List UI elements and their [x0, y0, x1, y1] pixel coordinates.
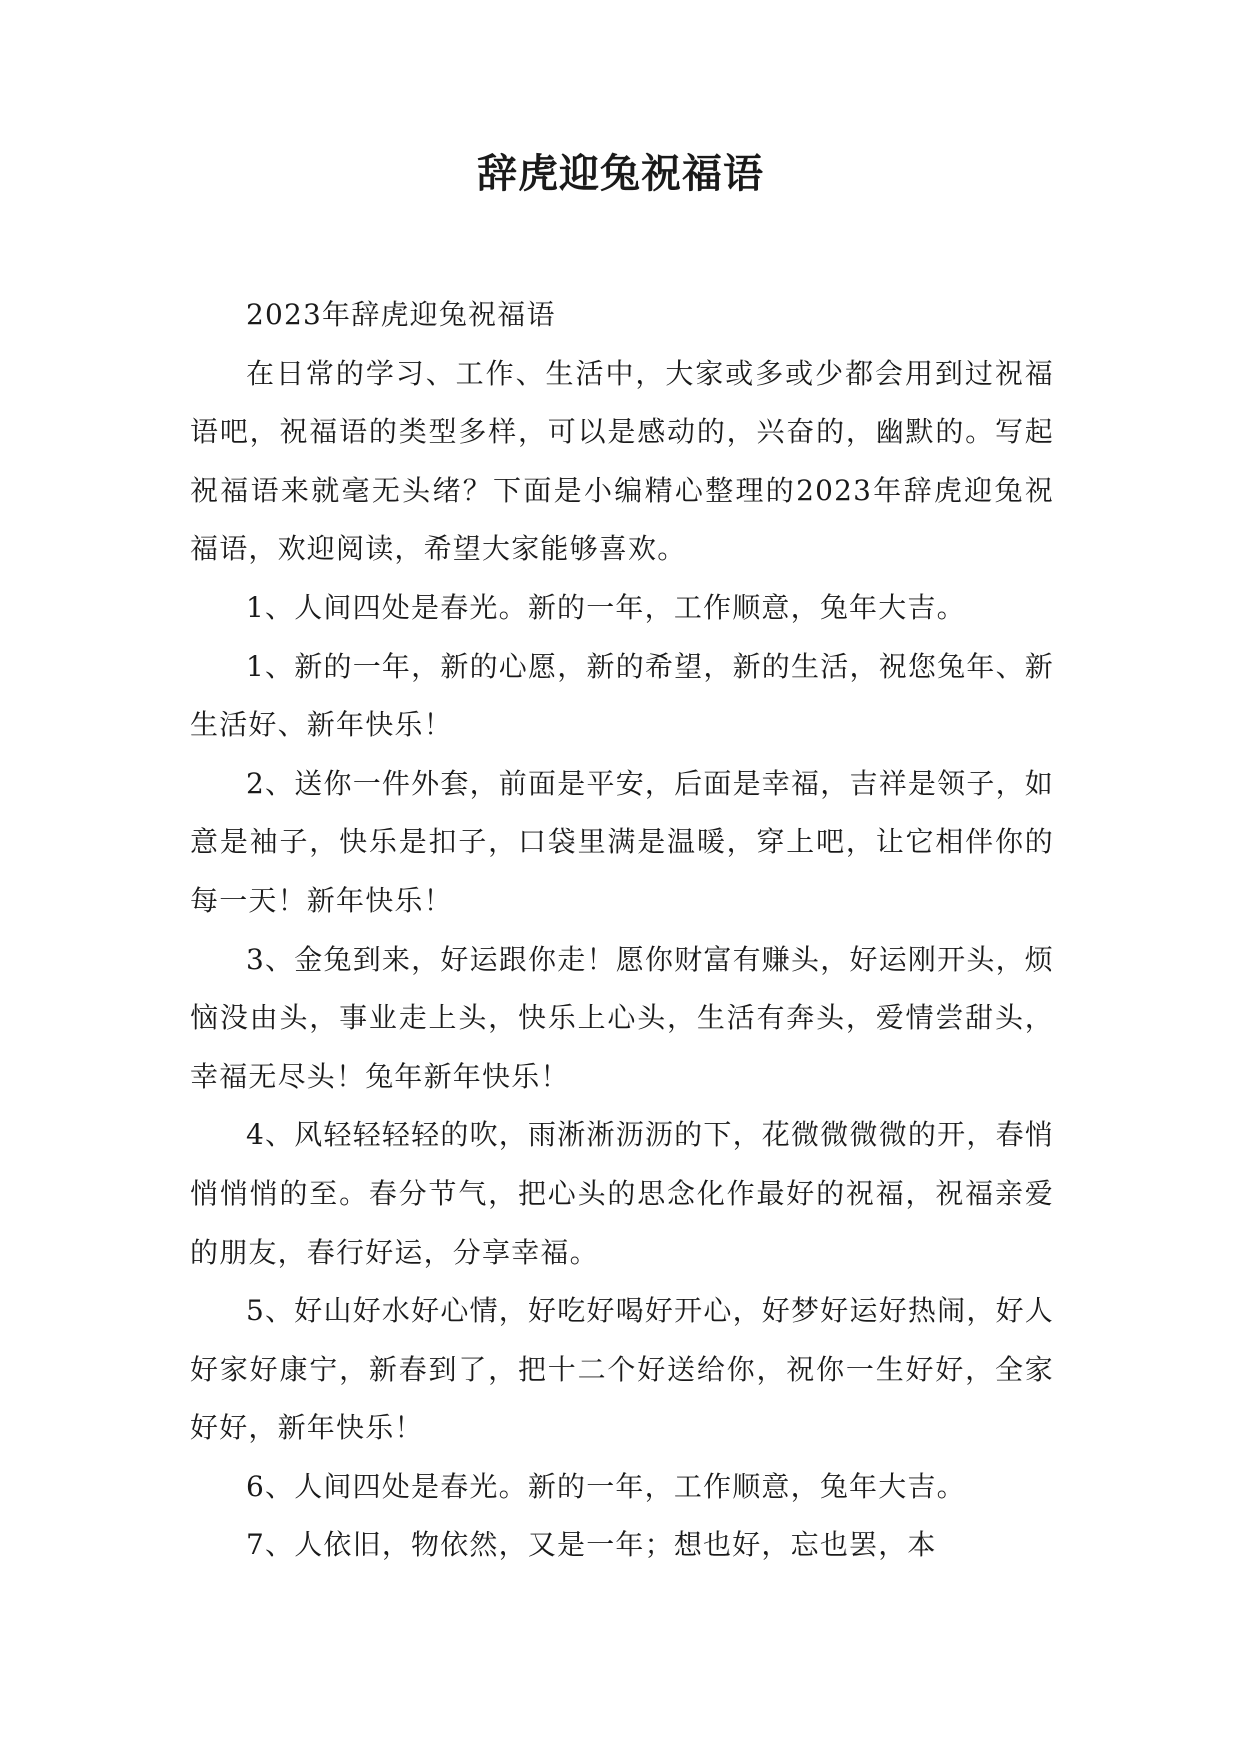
- document-title: 辞虎迎兔祝福语: [477, 151, 764, 197]
- paragraph-item: 2、送你一件外套，前面是平安，后面是幸福，吉祥是领子，如意是袖子，快乐是扣子，口袋里满是温暖，穿上吧，让它相伴你的每一天！新年快乐！: [190, 766, 1054, 917]
- paragraph-item: 3、金兔到来，好运跟你走！愿你财富有赚头，好运刚开头，烦恼没由头，事业走上头，快乐上心头，生活有奔头，爱情尝甜头，幸福无尽头！兔年新年快乐！: [190, 942, 1054, 1093]
- paragraph-item: 1、新的一年，新的心愿，新的希望，新的生活，祝您兔年、新生活好、新年快乐！: [190, 649, 1054, 742]
- paragraph-item: 6、人间四处是春光。新的一年，工作顺意，兔年大吉。: [246, 1469, 966, 1503]
- paragraph-item: 4、风轻轻轻轻的吹，雨淅淅沥沥的下，花微微微微的开，春悄悄悄悄的至。春分节气，把心头的思念化作最好的祝福，祝福亲爱的朋友，春行好运，分享幸福。: [190, 1118, 1054, 1269]
- paragraph-intro: 在日常的学习、工作、生活中，大家或多或少都会用到过祝福语吧，祝福语的类型多样，可以是感动的，兴奋的，幽默的。写起祝福语来就毫无头绪？下面是小编精心整理的2023年辞虎迎兔祝福语，欢迎阅读，希望大家能够喜欢。: [190, 356, 1054, 566]
- paragraph-subtitle: 2023年辞虎迎兔祝福语: [246, 298, 556, 331]
- paragraph-item: 5、好山好水好心情，好吃好喝好开心，好梦好运好热闹，好人好家好康宁，新春到了，把十二个好送给你，祝你一生好好，全家好好，新年快乐！: [190, 1294, 1054, 1445]
- paragraph-item: 1、人间四处是春光。新的一年，工作顺意，兔年大吉。: [246, 590, 966, 624]
- document-body: [190, 286, 1054, 1575]
- paragraph-item: 7、人依旧，物依然，又是一年；想也好，忘也罢，本: [246, 1528, 937, 1562]
